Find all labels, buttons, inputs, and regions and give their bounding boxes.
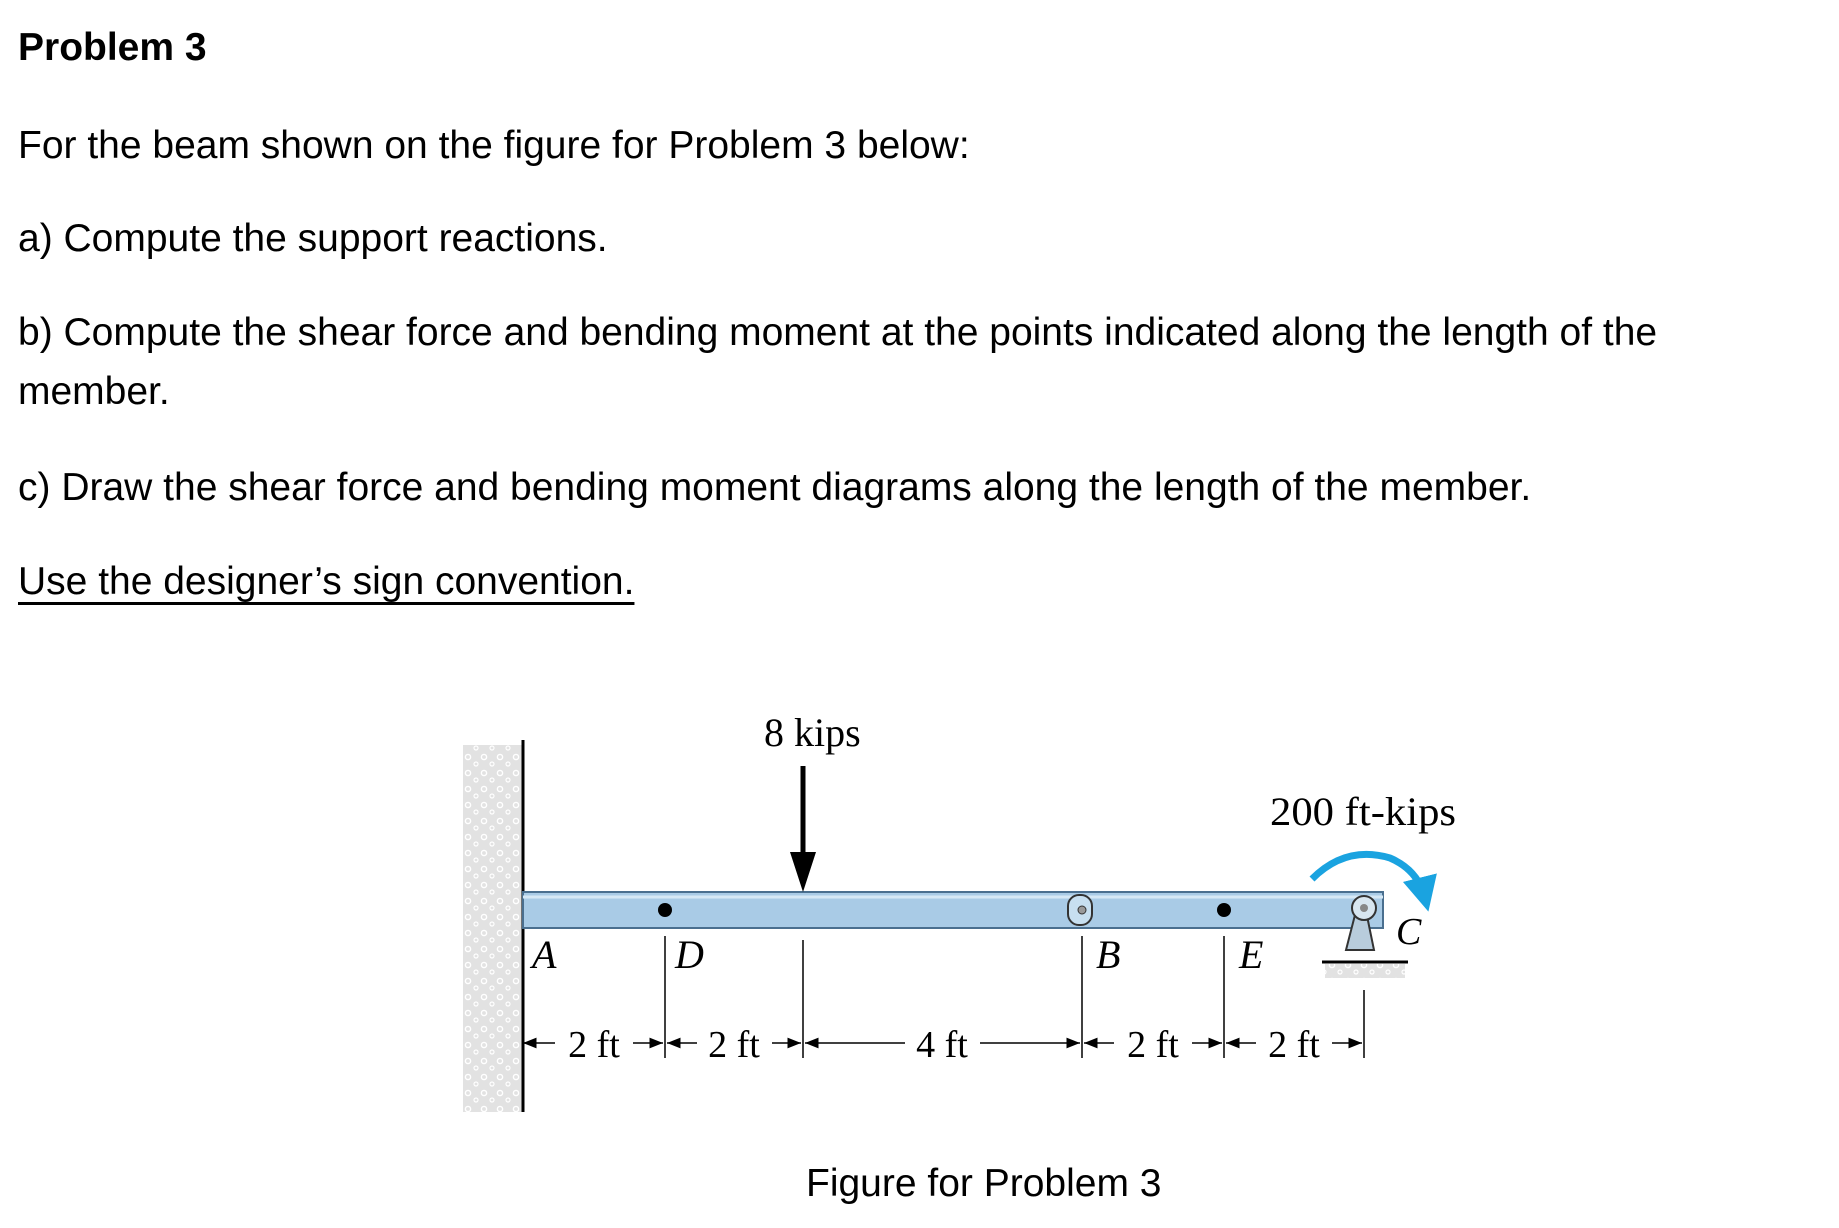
point-label-d: D	[675, 932, 704, 977]
point-label-b: B	[1096, 932, 1121, 977]
dimension-label-ec: 2 ft	[1268, 1024, 1320, 1066]
point-label-e: E	[1239, 932, 1264, 977]
dimension-label-d-load: 2 ft	[708, 1024, 760, 1066]
point-label-a: A	[532, 932, 557, 977]
fixed-wall-support	[463, 740, 523, 1112]
point-load-label: 8 kips	[764, 710, 861, 755]
hinge-b-icon	[1068, 895, 1092, 925]
point-e-marker	[1217, 903, 1231, 917]
point-load-arrow	[790, 766, 816, 892]
intro-text: For the beam shown on the figure for Problem 3 below:	[18, 124, 970, 167]
point-d-marker	[658, 903, 672, 917]
part-a-text: a) Compute the support reactions.	[18, 217, 608, 260]
point-label-c: C	[1396, 911, 1422, 953]
figure-caption: Figure for Problem 3	[806, 1162, 1162, 1205]
part-b-text-line1: b) Compute the shear force and bending moment at the points indicated along the length of the	[18, 311, 1658, 354]
dimension-label-be: 2 ft	[1127, 1024, 1179, 1066]
part-b-text-line2: member.	[18, 370, 170, 413]
sign-convention-note: Use the designer’s sign convention.	[18, 560, 635, 603]
dimension-label-ad: 2 ft	[568, 1024, 620, 1066]
part-c-text: c) Draw the shear force and bending moment diagrams along the length of the member.	[18, 466, 1532, 509]
problem-title: Problem 3	[18, 26, 207, 69]
moment-label: 200 ft-kips	[1270, 789, 1456, 834]
dimension-label-load-b: 4 ft	[916, 1024, 968, 1066]
